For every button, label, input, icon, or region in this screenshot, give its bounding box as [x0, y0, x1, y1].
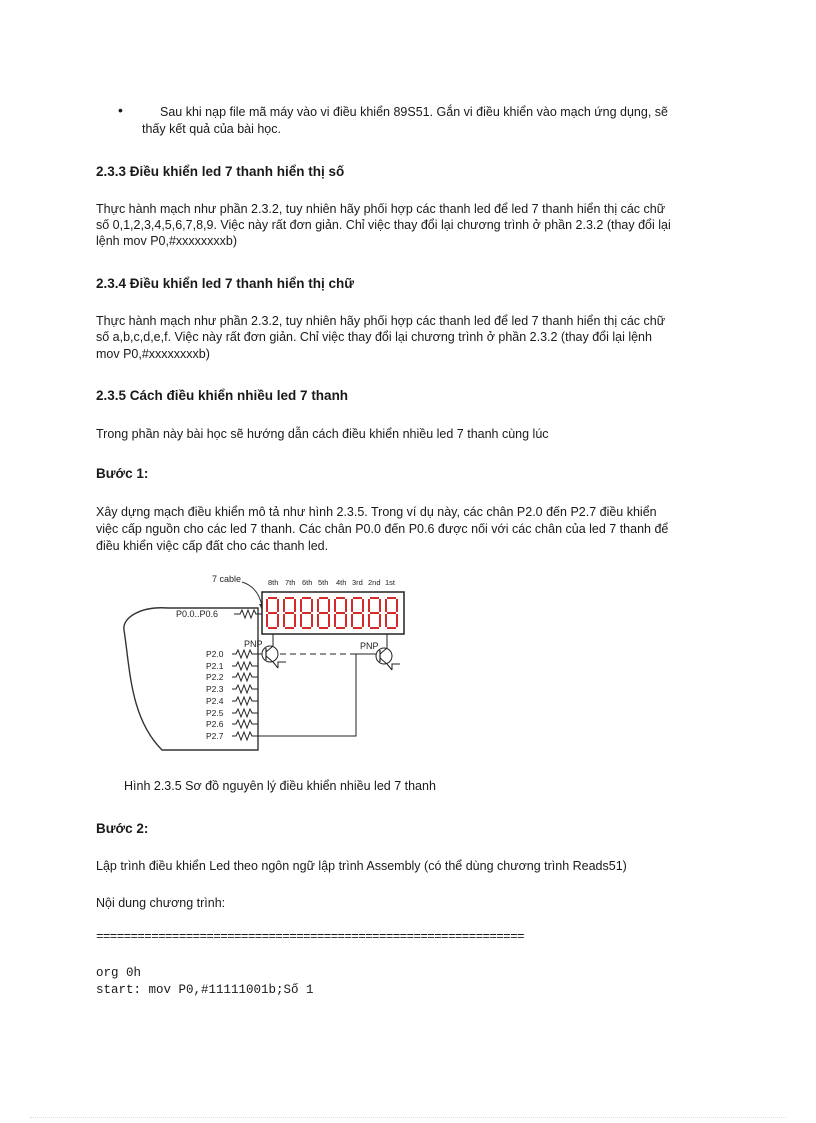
code-separator: ==============================================================: [96, 930, 524, 944]
step-1-heading: Bước 1:: [96, 466, 149, 481]
p2-pin-label: P2.2: [206, 672, 224, 682]
code-line-1: org 0h: [96, 966, 142, 980]
transistor-right: [376, 634, 400, 670]
p2-pin-label: P2.4: [206, 696, 224, 706]
digit-label: 6th: [302, 578, 313, 587]
digit-label: 2nd: [368, 578, 381, 587]
page-footer-rule: [30, 1117, 786, 1118]
bullet-line-2: thấy kết quả của bài học.: [142, 122, 281, 136]
para-2-3-4-line-1: Thực hành mạch như phần 2.3.2, tuy nhiên hãy phối hợp các thanh led để led 7 thanh hiển thị các chữ: [96, 314, 666, 328]
step-1-line-3: điều khiển việc cấp đất cho các thanh led.: [96, 539, 329, 553]
para-2-3-5-intro: Trong phần này bài học sẽ hướng dẫn cách điều khiển nhiều led 7 thanh cùng lúc: [96, 427, 549, 441]
p2-resistors: [232, 650, 258, 740]
digit-label: 4th: [336, 578, 347, 587]
para-2-3-3-line-1: Thực hành mạch như phần 2.3.2, tuy nhiên hãy phối hợp các thanh led để led 7 thanh hiển thị các chữ: [96, 202, 666, 216]
step-1-line-2: việc cấp nguồn cho các led 7 thanh. Các chân P0.0 đến P0.6 được nối với các chân của led 7 thanh để: [96, 522, 669, 536]
p2-pin-label: P2.7: [206, 731, 224, 741]
heading-2-3-5: 2.3.5 Cách điều khiển nhiều led 7 thanh: [96, 388, 349, 403]
para-2-3-3-line-3: lệnh mov P0,#xxxxxxxxb): [96, 234, 238, 248]
digit-labels: [268, 578, 396, 587]
step-2-heading: Bước 2:: [96, 821, 149, 836]
digit-label: 5th: [318, 578, 329, 587]
seven-segment-display: [262, 592, 404, 634]
mcu-outline: [124, 608, 258, 750]
step-2-line-2: Nội dung chương trình:: [96, 896, 226, 910]
transistor-left: [262, 634, 286, 668]
step-1-line-1: Xây dựng mạch điều khiển mô tả như hình 2.3.5. Trong ví dụ này, các chân P2.0 đến P2.7 điều khiển: [96, 505, 657, 519]
step-2-line-1: Lập trình điều khiển Led theo ngôn ngữ lập trình Assembly (có thể dùng chương trình Reads51): [96, 859, 627, 873]
p2-pin-labels: [206, 649, 224, 741]
para-2-3-3-line-2: số 0,1,2,3,4,5,6,7,8,9. Việc này rất đơn giản. Chỉ việc thay đổi lại chương trình ở phần 2.3.2 (thay đổi lại: [96, 218, 671, 232]
pnp-label-left: PNP: [244, 639, 263, 649]
p2-pin-label: P2.5: [206, 708, 224, 718]
digit-label: 3rd: [352, 578, 363, 587]
bullet-marker: •: [118, 102, 123, 118]
heading-2-3-4: 2.3.4 Điều khiển led 7 thanh hiển thị chữ: [96, 276, 355, 291]
cable-label: 7 cable: [212, 574, 242, 584]
digit-label: 7th: [285, 578, 296, 587]
digit-label: 1st: [385, 578, 396, 587]
bullet-line-1: Sau khi nạp file mã máy vào vi điều khiển 89S51. Gắn vi điều khiển vào mạch ứng dụng, sẽ: [160, 105, 668, 119]
bus-label: P0.0..P0.6: [176, 609, 219, 619]
figure-caption: Hình 2.3.5 Sơ đồ nguyên lý điều khiển nhiều led 7 thanh: [124, 779, 436, 793]
figure-circuit-diagram: [110, 568, 430, 768]
para-2-3-4-line-2: số a,b,c,d,e,f. Việc này rất đơn giản. Chỉ việc thay đổi lại chương trình ở phần 2.3.2 (thay đổi lại lệnh: [96, 330, 652, 344]
pnp-label-right: PNP: [360, 641, 379, 651]
p2-pin-label: P2.3: [206, 684, 224, 694]
p2-pin-label: P2.1: [206, 661, 224, 671]
para-2-3-4-line-3: mov P0,#xxxxxxxxb): [96, 347, 210, 361]
p2-pin-label: P2.0: [206, 649, 224, 659]
code-line-2: start: mov P0,#11111001b;Số 1: [96, 983, 314, 997]
digit-label: 8th: [268, 578, 279, 587]
p2-pin-label: P2.6: [206, 719, 224, 729]
heading-2-3-3: 2.3.3 Điều khiển led 7 thanh hiển thị số: [96, 164, 345, 179]
